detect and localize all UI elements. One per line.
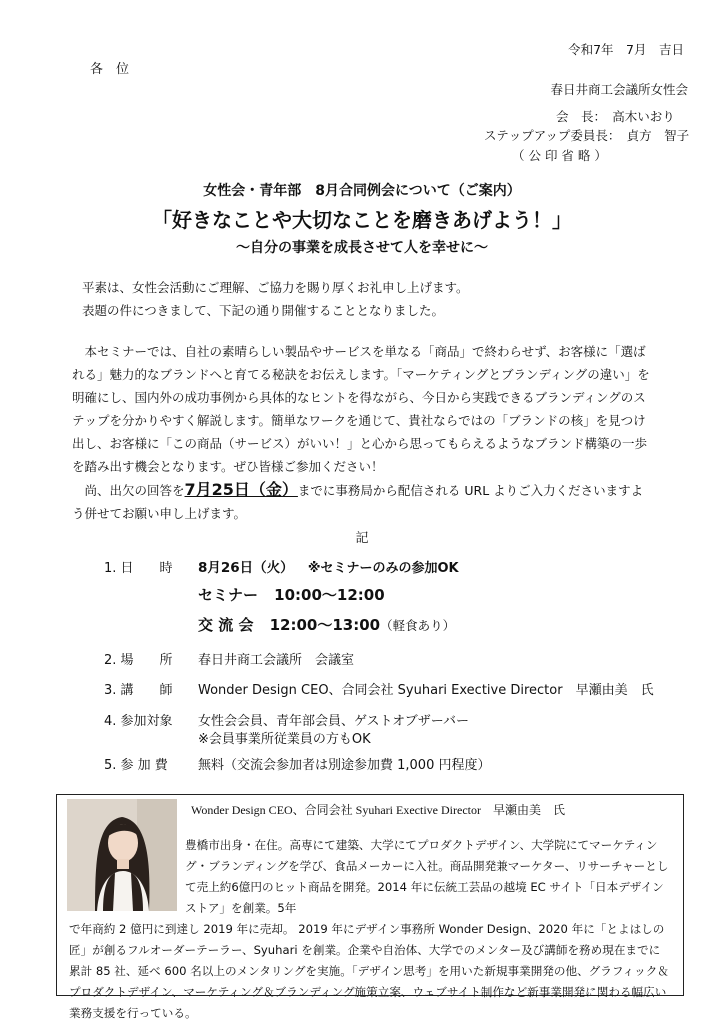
document-date: 令和7年 7月 吉日 [568, 42, 684, 57]
item-seminar-time [198, 584, 385, 605]
item-target-note: ※会員事業所従業員の方もOK [198, 732, 371, 747]
ki-heading: 記 [355, 531, 369, 546]
item-speaker-label: 3. 講 師 [104, 683, 173, 698]
seminar-description: 本セミナーでは、自社の素晴らしい製品やサービスを単なる「商品」で終わらせず、お客様に「選ばれる」魅力的なブランドへと育てる秘訣をお伝えします。「マーケティングとブランディングの違い」を明確にし、国内外の成功事例から具体的なヒントを得ながら、今日から実践できるブランディングのステップを分かりやすく解説します。簡単なワークを通じて、貴社ならではの「ブランドの核」を見つけ出し、お客様に「この商品（サービス）がいい！」と心から思ってもらえるようなブランド構築の一歩を踏み出す機会となります。ぜひ皆様ご参加ください！ [72, 344, 650, 474]
item-target [104, 710, 469, 729]
item-fee [104, 754, 490, 773]
social-time: 12:00～13:00 [269, 616, 381, 634]
social-label: 交 流 会 [198, 616, 254, 634]
item-date-label: 1. 日 時 [104, 561, 173, 576]
speaker-portrait-icon [67, 799, 177, 911]
sender-chair: 会 長： 高木いおり [556, 109, 675, 124]
rsvp-text-pre: 尚、出欠の回答を [84, 483, 185, 498]
sender-committee-chair: ステップアップ委員長： 貞方 智子 [484, 128, 690, 143]
item-speaker-value: Wonder Design CEO、合同会社 Syuhari Exective Director 早瀬由美 氏 [198, 683, 654, 698]
item-date-note: ※セミナーのみの参加OK [307, 561, 459, 576]
item-target-value: 女性会会員、青年部会員、ゲストオブザーバー [198, 714, 470, 729]
item-fee-label: 5. 参 加 費 [104, 758, 168, 773]
notice-title: 女性会・青年部 8月合同例会について（ご案内） [203, 183, 521, 199]
subtitle: ～自分の事業を成長させて人を幸せに～ [236, 240, 488, 256]
item-place [104, 649, 354, 668]
item-speaker [104, 679, 654, 698]
addressee: 各 位 [90, 62, 130, 77]
seal-omitted-note: （ 公 印 省 略 ） [512, 148, 607, 163]
profile-bio-top: 豊橋市出身・在住。高専にて建築、大学にてプロダクトデザイン、大学院にてマーケティング・ブランディングを学び、食品メーカーに入社。商品開発兼マーケター、リサーチャーとして売上約6億円のヒット商品を開発。2014 年に伝統工芸品の越境 EC サイト「日本デザインストア」を創業。5年 [185, 838, 669, 915]
greeting-paragraph: 平素は、女性会活動にご理解、ご協力を賜り厚くお礼申し上げます。 [82, 280, 469, 295]
item-social-time [198, 614, 455, 635]
intro-paragraph: 表題の件につきまして、下記の通り開催することとなりました。 [82, 303, 445, 318]
sender-organization: 春日井商工会議所女性会 [550, 82, 688, 97]
item-date [104, 556, 459, 576]
rsvp-text-post: までに事務局から配信される URL よりご入力くださいますよう併せてお願い申し上げます。 [72, 483, 644, 521]
profile-bio-rest: で年商約 2 億円に到達し 2019 年に売却。 2019 年にデザイン事務所 Wonder Design、2020 年に「とよはしの匠」が創るフルオーダーテーラー、Syuhari を創業。企業や自治体、大学でのメンター及び講師を務め現在までに累計 85 社、延べ 600 名以上のメンタリングを実施。「デザイン思考」を用いた新規事業開発の他、グラフィック＆プロダクトデザイン、マーケティング＆ブランディング施策立案、ウェブサイト制作など新事業開発に関わる幅広い業務支援を行っている。 [69, 922, 669, 1020]
profile-heading: Wonder Design CEO、合同会社 Syuhari Exective Director 早瀬由美 氏 [191, 803, 565, 817]
seminar-label: セミナー [198, 586, 259, 604]
item-date-value: 8月26日（火） [198, 560, 294, 576]
seminar-time: 10:00～12:00 [274, 586, 385, 604]
rsvp-deadline: 7月25日（金） [184, 480, 298, 499]
item-fee-value: 無料（交流会参加者は別途参加費 1,000 円程度） [198, 758, 491, 773]
speaker-profile-box [56, 794, 684, 1020]
item-target-label: 4. 参加対象 [104, 714, 173, 729]
main-title: 「好きなことや大切なことを磨きあげよう！」 [152, 208, 572, 232]
speaker-photo [67, 799, 177, 911]
item-place-value: 春日井商工会議所 会議室 [198, 653, 355, 668]
rsvp-paragraph [72, 478, 654, 525]
item-place-label: 2. 場 所 [104, 653, 173, 668]
social-note: （軽食あり） [380, 618, 456, 633]
